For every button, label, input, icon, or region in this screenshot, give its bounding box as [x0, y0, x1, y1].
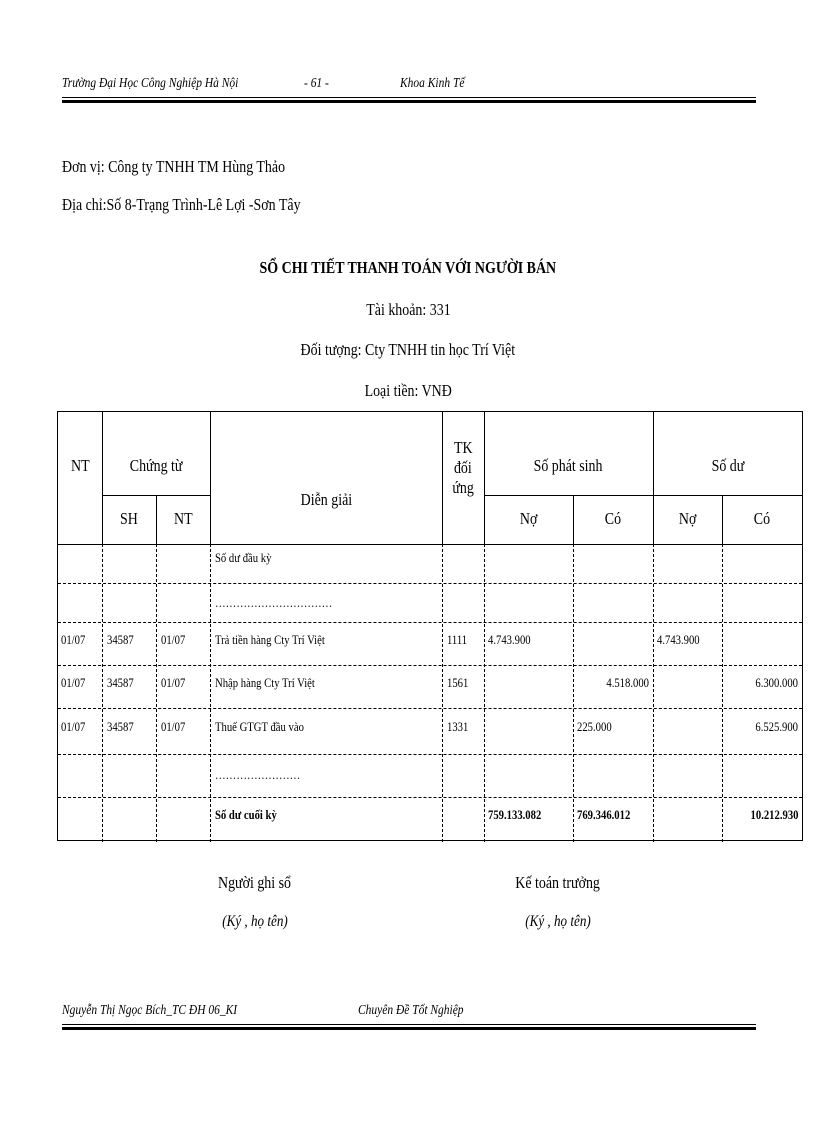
row-3-tk: 1561: [447, 675, 469, 690]
row-4-balance-credit: 6.525.900: [755, 719, 798, 734]
row-closing-balance-credit: 10.212.930: [750, 807, 798, 822]
col-header-sh: SH: [120, 509, 138, 528]
row-4-tk: 1331: [447, 719, 469, 734]
account-number: Tài khoản: 331: [365, 300, 451, 319]
col-header-desc: Diễn giải: [300, 490, 352, 509]
row-dots-2-desc: ……………………: [215, 767, 301, 782]
footer-rule-thick: [62, 1027, 756, 1030]
col-header-tk: TK đối ứng: [452, 438, 474, 497]
col-header-nt: NT: [70, 456, 90, 475]
signature-bookkeeper-note: (Ký , họ tên): [222, 913, 288, 930]
signature-chief-accountant-title: Kế toán trưởng: [515, 873, 601, 892]
col-header-arising-credit: Có: [604, 509, 622, 528]
header-faculty: Khoa Kinh Tế: [400, 76, 465, 91]
unit-address: Địa chỉ:Số 8-Trạng Trình-Lê Lợi -Sơn Tây: [62, 195, 301, 214]
row-4-nt2: 01/07: [161, 719, 186, 734]
currency: Loại tiền: VNĐ: [364, 381, 452, 400]
col-header-arising-debit: Nợ: [519, 509, 538, 528]
row-opening-desc: Số dư đầu kỳ: [215, 550, 272, 565]
document-title: SỔ CHI TIẾT THANH TOÁN VỚI NGƯỜI BÁN: [259, 258, 557, 277]
signature-chief-accountant-note: (Ký , họ tên): [525, 913, 591, 930]
col-header-voucher: Chứng từ: [129, 456, 183, 475]
col-header-arising: Số phát sinh: [534, 456, 603, 475]
row-2-balance-debit: 4.743.900: [657, 632, 700, 647]
row-closing-desc: Số dư cuối kỳ: [215, 807, 277, 822]
header-rule-thin: [62, 97, 756, 98]
row-3-arising-credit: 4.518.000: [606, 675, 649, 690]
footer-author: Nguyễn Thị Ngọc Bích_TC ĐH 06_KI: [62, 1003, 238, 1018]
row-3-nt2: 01/07: [161, 675, 186, 690]
col-header-balance: Số dư: [711, 456, 744, 475]
row-2-desc: Trả tiền hàng Cty Trí Việt: [215, 632, 325, 647]
row-3-sh: 34587: [107, 675, 134, 690]
row-closing-arising-debit: 759.133.082: [488, 807, 542, 822]
signature-bookkeeper-title: Người ghi sổ: [218, 873, 292, 892]
row-4-nt: 01/07: [61, 719, 86, 734]
row-closing-arising-credit: 769.346.012: [577, 807, 631, 822]
col-header-nt2: NT: [173, 509, 193, 528]
row-4-desc: Thuế GTGT đầu vào: [215, 719, 304, 734]
col-header-balance-debit: Nợ: [678, 509, 697, 528]
ledger-table: [57, 411, 803, 841]
row-2-sh: 34587: [107, 632, 134, 647]
row-2-tk: 1111: [447, 632, 468, 647]
header-school: Trường Đại Học Công Nghiệp Hà Nội: [62, 76, 239, 91]
row-2-arising-debit: 4.743.900: [488, 632, 531, 647]
row-3-nt: 01/07: [61, 675, 86, 690]
col-header-balance-credit: Có: [753, 509, 771, 528]
row-3-balance-credit: 6.300.000: [755, 675, 798, 690]
counterparty: Đối tượng: Cty TNHH tin học Trí Việt: [300, 340, 516, 359]
row-4-sh: 34587: [107, 719, 134, 734]
footer-rule-thin: [62, 1024, 756, 1025]
unit-name: Đơn vị: Công ty TNHH TM Hùng Thảo: [62, 157, 286, 176]
row-2-nt: 01/07: [61, 632, 86, 647]
footer-topic: Chuyên Đề Tốt Nghiệp: [358, 1003, 464, 1018]
header-rule-thick: [62, 100, 756, 103]
row-2-nt2: 01/07: [161, 632, 186, 647]
header-page-number: - 61 -: [304, 76, 329, 91]
row-3-desc: Nhập hàng Cty Trí Việt: [215, 675, 315, 690]
row-dots-1-desc: ……………………………: [215, 595, 333, 610]
row-4-arising-credit: 225.000: [577, 719, 612, 734]
